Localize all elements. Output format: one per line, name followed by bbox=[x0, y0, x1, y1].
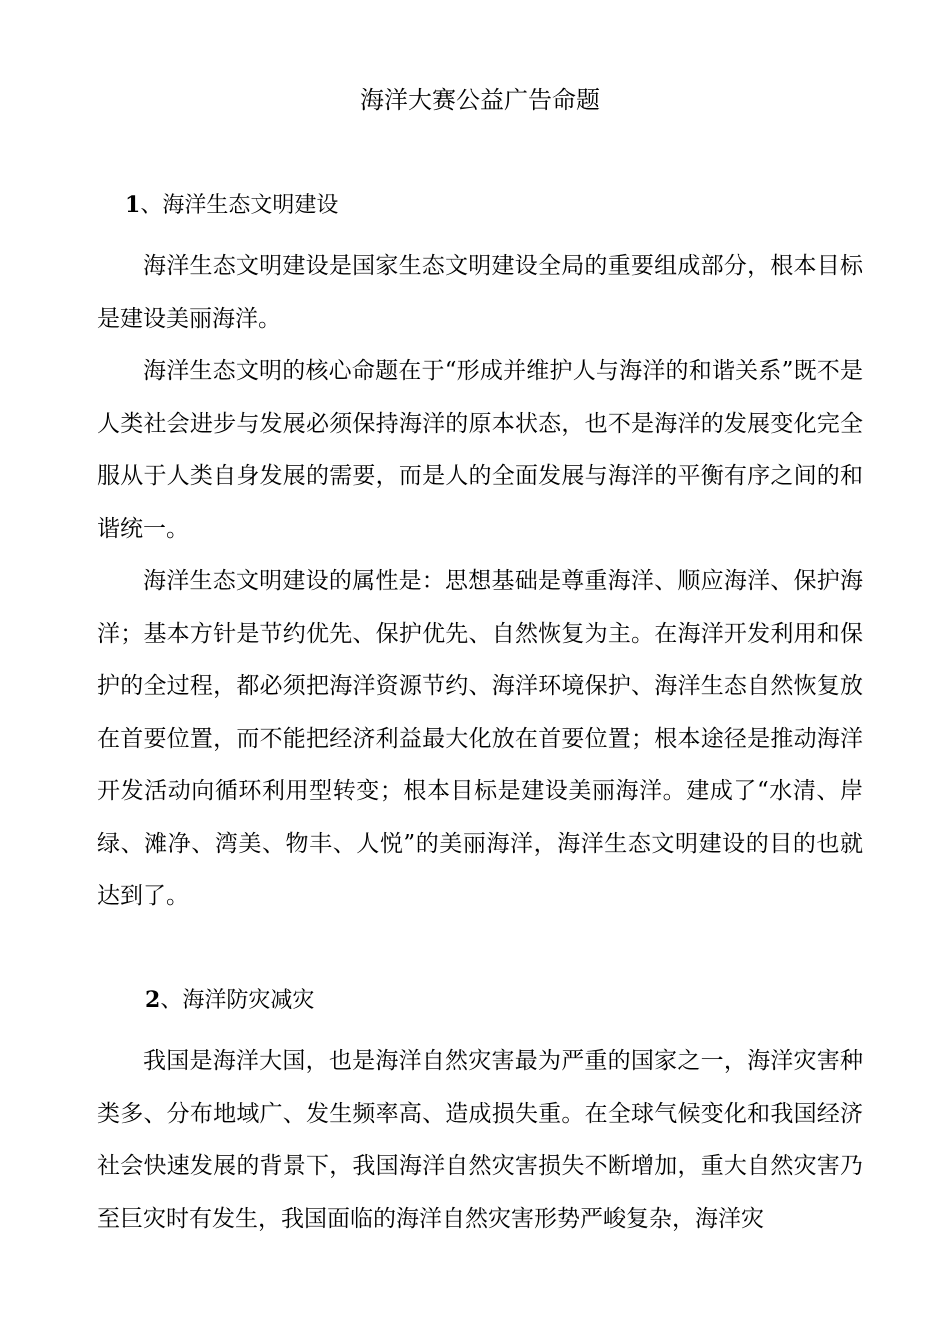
paragraph: 海洋生态文明建设是国家生态文明建设全局的重要组成部分，根本目标是建设美丽海洋。 bbox=[97, 253, 863, 332]
paragraph: 海洋生态文明建设的属性是：思想基础是尊重海洋、顺应海洋、保护海洋；基本方针是节约优先、保护优先、自然恢复为主。在海洋开发利用和保护的全过程，都必须把海洋资源节约、海洋环境保护、海洋生态自然恢复放在首要位置，而不能把经济利益最大化放在首要位置；根本途径是推动海洋开发活动向循环利用型转变；根本目标是建设美丽海洋。建成了“水清、岸绿、滩净、湾美、物丰、人悦”的美丽海洋，海洋生态文明建设的目的也就达到了。 bbox=[97, 568, 863, 909]
section-heading bbox=[97, 983, 863, 1035]
section-heading-text: 、海洋生态文明建设 bbox=[140, 193, 339, 218]
paragraph: 海洋生态文明的核心命题在于“形成并维护人与海洋的和谐关系”既不是人类社会进步与发展必须保持海洋的原本状态，也不是海洋的发展变化完全服从于人类自身发展的需要，而是人的全面发展与海洋的平衡有序之间的和谐统一。 bbox=[97, 358, 863, 542]
section-disaster-prevention bbox=[97, 983, 863, 1245]
document-title: 海洋大赛公益广告命题 bbox=[360, 86, 600, 114]
section-ecological-civilization bbox=[97, 188, 863, 923]
section-heading bbox=[97, 188, 863, 240]
paragraph: 我国是海洋大国，也是海洋自然灾害最为严重的国家之一，海洋灾害种类多、分布地域广、发生频率高、造成损失重。在全球气候变化和我国经济社会快速发展的背景下，我国海洋自然灾害损失不断增加，重大自然灾害乃至巨灾时有发生，我国面临的海洋自然灾害形势严峻复杂，海洋灾 bbox=[97, 1048, 863, 1232]
section-number: 2 bbox=[145, 987, 161, 1013]
section-heading-text: 、海洋防灾减灾 bbox=[160, 988, 315, 1013]
section-number: 1 bbox=[125, 192, 141, 218]
